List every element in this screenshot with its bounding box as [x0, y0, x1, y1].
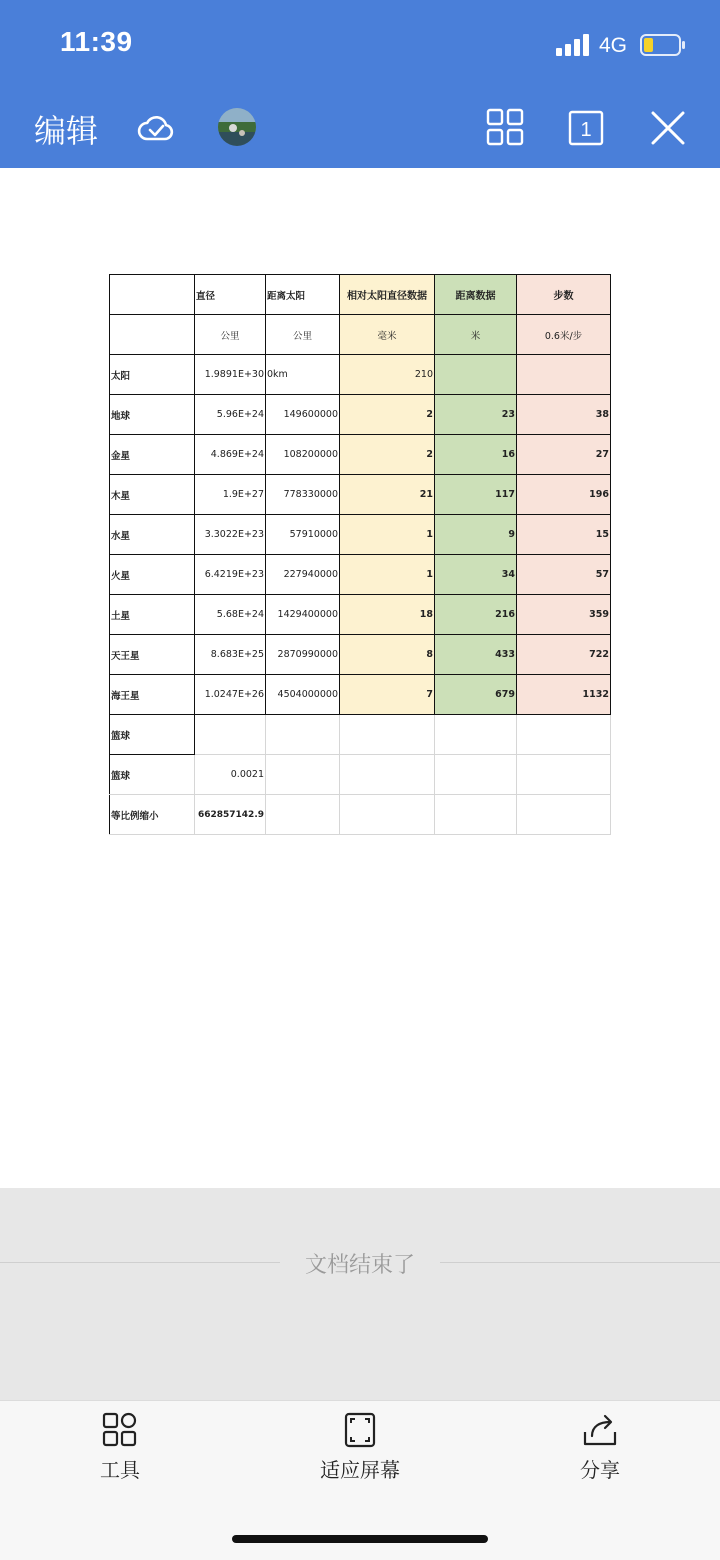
planet-name: 火星 [110, 555, 195, 595]
spreadsheet-table [109, 274, 611, 835]
empty-cell [340, 755, 435, 795]
empty-cell [435, 755, 517, 795]
table-row [110, 795, 611, 835]
planet-name: 水星 [110, 515, 195, 555]
row-label: 篮球 [110, 755, 195, 795]
home-indicator [232, 1535, 488, 1543]
distance-cell: 227940000 [266, 555, 340, 595]
distance-m-cell: 9 [435, 515, 517, 555]
relative-cell: 210 [340, 355, 435, 395]
steps-cell: 196 [517, 475, 611, 515]
unit-cell: 米 [435, 315, 517, 355]
steps-cell: 38 [517, 395, 611, 435]
table-row [110, 475, 611, 515]
page-number: 1 [580, 119, 592, 141]
unit-cell [110, 315, 195, 355]
table-row [110, 635, 611, 675]
distance-m-cell: 117 [435, 475, 517, 515]
empty-cell [340, 715, 435, 755]
empty-cell [266, 795, 340, 835]
close-icon[interactable] [648, 108, 688, 148]
diameter-cell: 4.869E+24 [195, 435, 266, 475]
header-cell: 直径 [195, 275, 266, 315]
distance-cell: 57910000 [266, 515, 340, 555]
unit-cell: 毫米 [340, 315, 435, 355]
tools-button[interactable] [50, 1412, 190, 1483]
fit-screen-icon [342, 1412, 378, 1448]
distance-cell: 4504000000 [266, 675, 340, 715]
steps-cell: 1132 [517, 675, 611, 715]
value-cell: 0.0021 [195, 755, 266, 795]
diameter-cell: 8.683E+25 [195, 635, 266, 675]
steps-cell: 722 [517, 635, 611, 675]
distance-cell: 2870990000 [266, 635, 340, 675]
header-row [110, 275, 611, 315]
distance-m-cell: 23 [435, 395, 517, 435]
relative-cell: 1 [340, 515, 435, 555]
unit-cell: 公里 [266, 315, 340, 355]
relative-cell: 21 [340, 475, 435, 515]
page-icon[interactable] [568, 110, 604, 146]
steps-cell [517, 355, 611, 395]
unit-cell: 公里 [195, 315, 266, 355]
document-end-label: 文档结束了 [304, 1253, 415, 1278]
table-row [110, 395, 611, 435]
share-label: 分享 [580, 1458, 620, 1482]
signal-icon [556, 34, 592, 56]
steps-cell: 27 [517, 435, 611, 475]
table-row [110, 715, 611, 755]
tools-icon [102, 1412, 138, 1448]
table-row [110, 355, 611, 395]
diameter-cell: 6.4219E+23 [195, 555, 266, 595]
value-cell: 662857142.9 [195, 795, 266, 835]
planet-name: 天王星 [110, 635, 195, 675]
tools-label: 工具 [100, 1458, 140, 1482]
table-row [110, 435, 611, 475]
table-row [110, 675, 611, 715]
row-label: 等比例缩小 [110, 795, 195, 835]
steps-cell: 15 [517, 515, 611, 555]
cloud-icon[interactable] [136, 110, 176, 146]
empty-cell [266, 715, 340, 755]
table-row [110, 755, 611, 795]
header-cell: 距离数据 [435, 275, 517, 315]
diameter-cell: 5.68E+24 [195, 595, 266, 635]
distance-m-cell: 16 [435, 435, 517, 475]
share-icon [582, 1412, 618, 1448]
header-cell: 距离太阳 [266, 275, 340, 315]
distance-m-cell [435, 355, 517, 395]
distance-m-cell: 216 [435, 595, 517, 635]
relative-cell: 7 [340, 675, 435, 715]
relative-cell: 18 [340, 595, 435, 635]
header-cell: 步数 [517, 275, 611, 315]
diameter-cell: 1.9E+27 [195, 475, 266, 515]
share-button[interactable] [530, 1412, 670, 1483]
planet-name: 太阳 [110, 355, 195, 395]
table-row [110, 515, 611, 555]
avatar[interactable] [218, 108, 256, 146]
empty-cell [517, 715, 611, 755]
empty-cell [266, 755, 340, 795]
table-row [110, 595, 611, 635]
status-time: 11:39 [60, 26, 133, 57]
distance-cell: 1429400000 [266, 595, 340, 635]
empty-cell [517, 795, 611, 835]
row-label: 篮球 [110, 715, 195, 755]
diameter-cell: 1.0247E+26 [195, 675, 266, 715]
fit-screen-button[interactable] [290, 1412, 430, 1483]
unit-row [110, 315, 611, 355]
edit-button[interactable]: 编辑 [34, 112, 99, 150]
fit-screen-label: 适应屏幕 [320, 1458, 400, 1482]
battery-icon [640, 34, 686, 56]
distance-cell: 108200000 [266, 435, 340, 475]
empty-cell [340, 795, 435, 835]
distance-m-cell: 34 [435, 555, 517, 595]
value-cell [195, 715, 266, 755]
table-row [110, 555, 611, 595]
relative-cell: 1 [340, 555, 435, 595]
unit-cell: 0.6米/步 [517, 315, 611, 355]
planet-name: 海王星 [110, 675, 195, 715]
relative-cell: 2 [340, 435, 435, 475]
steps-cell: 359 [517, 595, 611, 635]
steps-cell: 57 [517, 555, 611, 595]
distance-cell: 0km [266, 355, 340, 395]
distance-cell: 778330000 [266, 475, 340, 515]
relative-cell: 2 [340, 395, 435, 435]
planet-name: 金星 [110, 435, 195, 475]
planet-name: 土星 [110, 595, 195, 635]
empty-cell [435, 795, 517, 835]
distance-m-cell: 679 [435, 675, 517, 715]
planet-name: 木星 [110, 475, 195, 515]
empty-cell [517, 755, 611, 795]
distance-m-cell: 433 [435, 635, 517, 675]
app-header [0, 0, 720, 168]
diameter-cell: 3.3022E+23 [195, 515, 266, 555]
planet-name: 地球 [110, 395, 195, 435]
document-end-area [0, 1188, 720, 1400]
header-cell [110, 275, 195, 315]
distance-cell: 149600000 [266, 395, 340, 435]
diameter-cell: 1.9891E+30 [195, 355, 266, 395]
empty-cell [435, 715, 517, 755]
grid-icon[interactable] [486, 108, 524, 146]
header-cell: 相对太阳直径数据 [340, 275, 435, 315]
diameter-cell: 5.96E+24 [195, 395, 266, 435]
relative-cell: 8 [340, 635, 435, 675]
network-label: 4G [599, 34, 628, 57]
